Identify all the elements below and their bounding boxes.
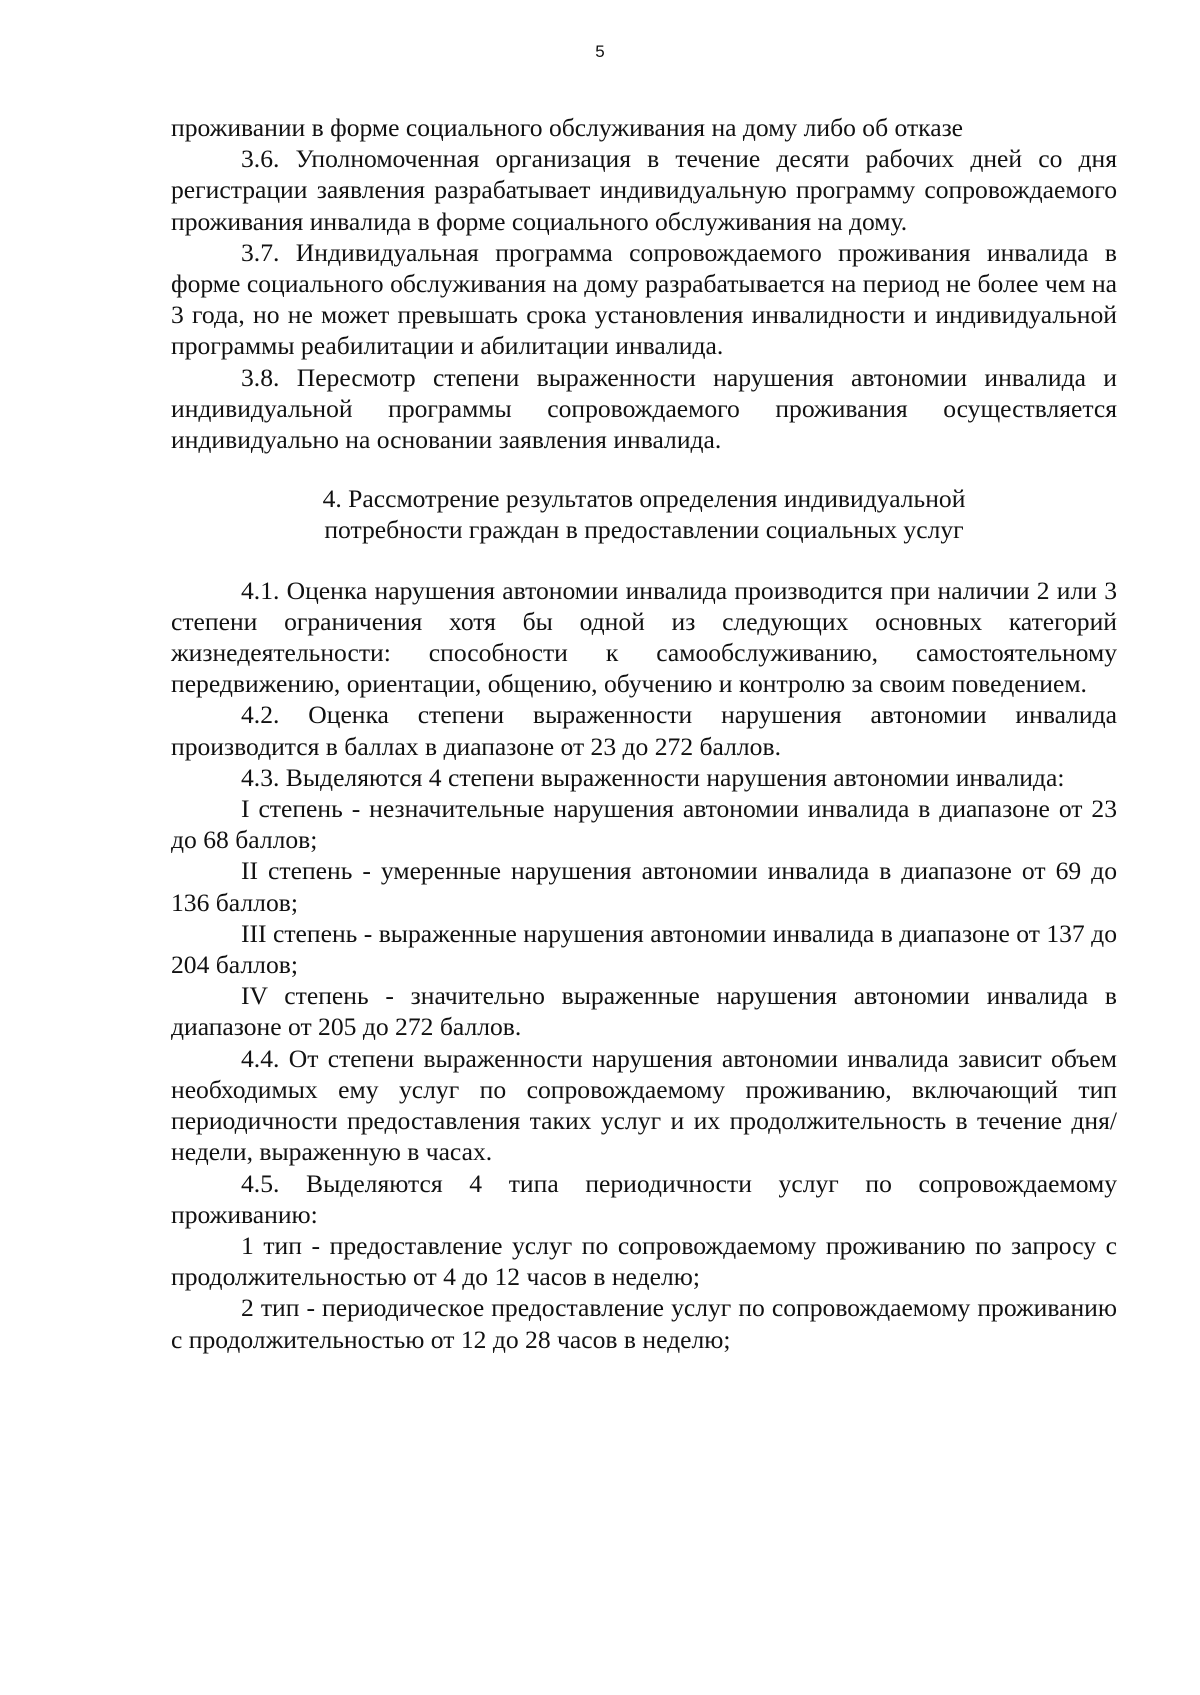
section-heading-4 [171,483,1117,545]
paragraph-3-8: 3.8. Пересмотр степени выраженности нарушения автономии инвалида и индивидуальной программы сопровождаемого проживания осуществляется индивидуально на основании заявления инвалида. [171,362,1117,455]
paragraph-degree-1: I степень - незначительные нарушения автономии инвалида в диапазоне от 23 до 68 баллов; [171,794,1117,855]
paragraph-3-6: 3.6. Уполномоченная организация в течение десяти рабочих дней со дня регистрации заявления разрабатывает индивидуальную программу сопровождаемого проживания инвалида в форме социального обслуживания на дому. [171,144,1117,236]
paragraph-type-2: 2 тип - периодическое предоставление услуг по сопровождаемому проживанию с продолжительностью от 12 до 28 часов в неделю; [171,1293,1117,1354]
paragraph-4-4: 4.4. От степени выраженности нарушения автономии инвалида зависит объем необходимых ему услуг по сопровождаемому проживанию, включающий тип периодичности предоставления таких услуг и их продолжительность в течение дня/недели, выраженную в часах. [171,1043,1117,1167]
paragraph-4-2: 4.2. Оценка степени выраженности нарушения автономии инвалида производится в баллах в диапазоне от 23 до 272 баллов. [171,700,1117,761]
document-body [171,112,1117,1355]
section-heading-line-2: потребности граждан в предоставлении социальных услуг [324,515,964,545]
paragraph-continuation: проживании в форме социального обслуживания на дому либо об отказе [171,113,964,142]
section-heading-line-1: 4. Рассмотрение результатов определения индивидуальной [322,484,966,514]
page-number: 5 [595,42,605,61]
paragraph-type-1: 1 тип - предоставление услуг по сопровождаемому проживанию по запросу с продолжительностью от 4 до 12 часов в неделю; [171,1230,1117,1292]
paragraph-4-1: 4.1. Оценка нарушения автономии инвалида производится при наличии 2 или 3 степени ограничения хотя бы одной из следующих основных категорий жизнедеятельности: способности к самообслуживанию, самостоятельному передвижению, ориентации, общению, обучению и контролю за своим поведением. [171,575,1117,699]
paragraph-3-7: 3.7. Индивидуальная программа сопровождаемого проживания инвалида в форме социального обслуживания на дому разрабатывается на период не более чем на 3 года, но не может превышать срока установления инвалидности и индивидуальной программы реабилитации и абилитации инвалида. [171,237,1117,361]
paragraph-degree-3: III степень - выраженные нарушения автономии инвалида в диапазоне от 137 до 204 баллов; [171,918,1117,980]
paragraph-degree-4: IV степень - значительно выраженные нарушения автономии инвалида в диапазоне от 205 до 272 баллов. [171,981,1117,1042]
paragraph-4-5: 4.5. Выделяются 4 типа периодичности услуг по сопровождаемому проживанию: [171,1168,1117,1229]
paragraph-degree-2: II степень - умеренные нарушения автономии инвалида в диапазоне от 69 до 136 баллов; [171,856,1117,917]
paragraph-4-3: 4.3. Выделяются 4 степени выраженности нарушения автономии инвалида: [241,762,1065,792]
